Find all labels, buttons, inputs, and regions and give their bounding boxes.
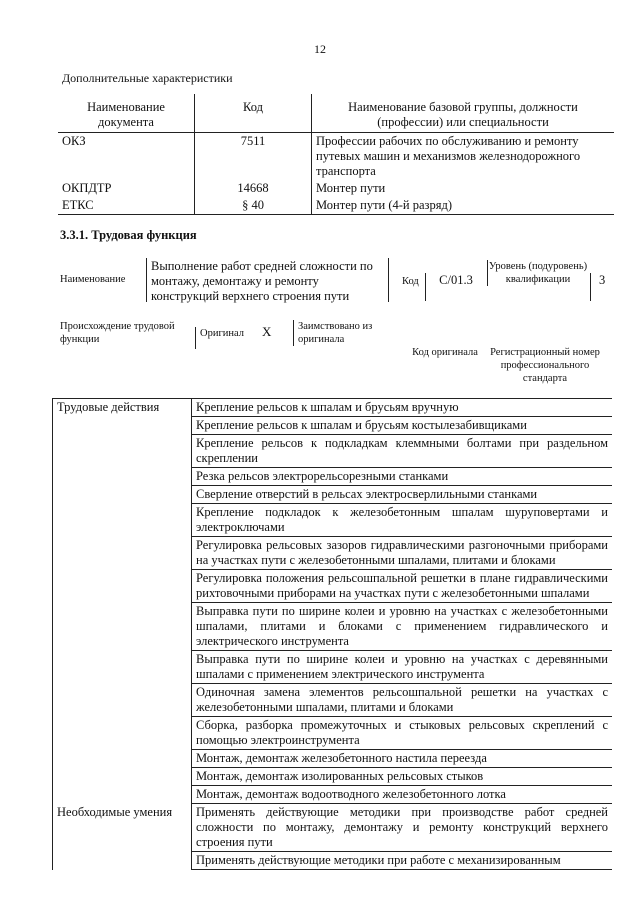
labor-action: Выправка пути по ширине колеи и уровню на участках с деревянными шпалами с применением электрического инструмента [192,651,613,684]
original-mark: X [262,324,272,339]
function-code: C/01.3 [425,273,486,301]
code-cell: 7511 [195,133,312,181]
labor-action: Монтаж, демонтаж изолированных рельсовых стыков [192,768,613,786]
labor-action: Крепление рельсов к шпалам и брусьям вручную [192,399,613,417]
header-code: Код [195,94,312,133]
group-name-cell: Профессии рабочих по обслуживанию и ремонту путевых машин и механизмов железнодорожного транспорта [316,134,581,178]
table-row [58,180,614,197]
registration-number-label: Регистрационный номер профессионального стандарта [490,347,600,384]
qualification-level: 3 [590,273,605,301]
table-row [53,399,613,417]
code-cell: 14668 [195,180,312,197]
qualification-level-label: Уровень (подуровень) квалификации [488,261,588,285]
code-cell: § 40 [195,197,312,215]
labor-action: Выправка пути по ширине колеи и уровню на участках с железобетонными шпалами, плитами и блоками с применением гидравлического и электрического инструмента [192,603,613,651]
doc-cell: ЕТКС [58,197,195,215]
labor-action: Одиночная замена элементов рельсошпальной решетки на участках с железобетонными шпалами, плитами и блоками [192,684,613,717]
table-row [58,197,614,215]
labor-action: Крепление подкладок к железобетонным шпалам шуруповертами и электроключами [192,504,613,537]
labor-action: Резка рельсов электрорельсорезными станками [192,468,613,486]
skill-item: Применять действующие методики при производстве работ средней сложности по монтажу, демонтажу и ремонту конструкций верхнего строения пути [192,804,613,852]
characteristics-table [58,94,614,215]
labor-action: Крепление рельсов к шпалам и брусьям костылезабивщиками [192,417,613,435]
borrowed-label: Заимствовано из оригинала [293,320,418,346]
labor-action: Монтаж, демонтаж водоотводного железобетонного лотка [192,786,613,804]
labor-actions-label: Трудовые действия [53,399,192,804]
skills-label: Необходимые умения [53,804,192,870]
labor-action: Монтаж, демонтаж железобетонного настила переезда [192,750,613,768]
labor-action: Регулировка положения рельсошпальной решетки в плане гидравлическими рихтовочными приборами на участках пути с железобетонными шпалами [192,570,613,603]
doc-cell: ОКПДТР [58,180,195,197]
header-document-name: Наименование документа [58,94,195,133]
group-name-cell: Монтер пути (4-й разряд) [312,197,615,215]
section-heading: 3.3.1. Трудовая функция [60,228,197,242]
page-number: 12 [314,42,326,56]
labor-action: Сборка, разборка промежуточных и стыковых рельсовых скреплений с помощью электроинструмента [192,717,613,750]
labor-action: Сверление отверстий в рельсах электросверлильными станками [192,486,613,504]
original-label: Оригинал [195,327,257,349]
labor-function-table [52,398,612,870]
header-group-name: Наименование базовой группы, должности (профессии) или специальности [312,94,615,133]
doc-cell: ОКЗ [58,133,195,181]
table-row [58,133,614,181]
function-origin-label: Происхождение трудовой функции [60,321,175,345]
additional-characteristics-title: Дополнительные характеристики [62,71,233,85]
function-name-label: Наименование [60,274,126,285]
group-name-cell: Монтер пути [316,181,386,195]
original-code-label: Код оригинала [412,347,478,358]
table-row [53,804,613,852]
function-code-label: Код [402,276,419,287]
labor-action: Регулировка рельсовых зазоров гидравлическими разгоночными приборами на участках пути с железобетонными шпалами, плитами и блоками [192,537,613,570]
skill-item: Применять действующие методики при работе с механизированным [192,852,613,870]
labor-action: Крепление рельсов к подкладкам клеммными болтами при раздельном скреплении [192,435,613,468]
function-name: Выполнение работ средней сложности по монтажу, демонтажу и ремонту конструкций верхнего строения пути [146,258,389,302]
